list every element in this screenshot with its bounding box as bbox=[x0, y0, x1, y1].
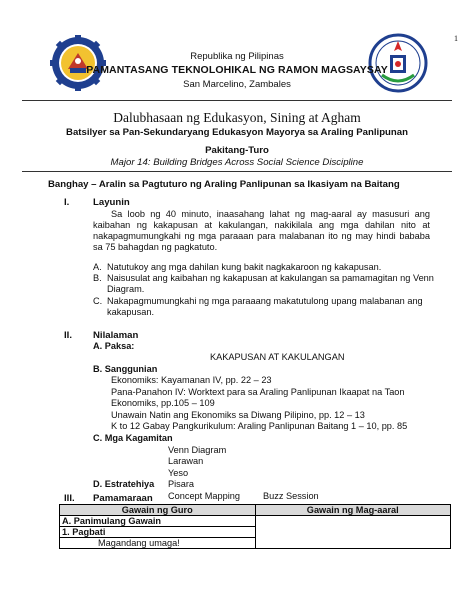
sanggunian-item: Ekonomiks, pp.105 – 109 bbox=[111, 398, 215, 408]
section-3-numeral: III. bbox=[64, 493, 75, 504]
sanggunian-label: B. Sanggunian bbox=[93, 364, 158, 374]
table-row bbox=[60, 516, 451, 527]
kagamitan-item: Venn Diagram bbox=[168, 445, 227, 455]
estratehiya-item: Concept Mapping bbox=[168, 491, 241, 501]
title-divider bbox=[22, 171, 452, 172]
pamamaraan-table bbox=[59, 504, 451, 549]
republic-line: Republika ng Pilipinas bbox=[190, 51, 284, 62]
table-cell: Magandang umaga! bbox=[60, 538, 256, 549]
table-header: Gawain ng Guro bbox=[60, 505, 256, 516]
estratehiya-item: Buzz Session bbox=[263, 491, 319, 501]
objective-label: B. bbox=[93, 273, 102, 283]
table-header: Gawain ng Mag-aaral bbox=[255, 505, 451, 516]
table-header-row bbox=[60, 505, 451, 516]
objective-text: Natutukoy ang mga dahilan kung bakit nagkakaroon ng kakapusan. bbox=[107, 262, 382, 272]
kagamitan-label: C. Mga Kagamitan bbox=[93, 433, 173, 443]
program-name: Batsilyer sa Pan-Sekundaryang Edukasyon Mayorya sa Araling Panlipunan bbox=[66, 127, 408, 138]
paksa-label: A. Paksa: bbox=[93, 341, 135, 351]
section-1-numeral: I. bbox=[64, 197, 70, 208]
header-divider bbox=[22, 100, 452, 101]
kagamitan-item: Pisara bbox=[168, 479, 195, 489]
objective-label: C. bbox=[93, 296, 103, 306]
section-3-title: Pamamaraan bbox=[93, 493, 153, 504]
page-number: 1 bbox=[454, 34, 458, 43]
table-cell: A. Panimulang Gawain bbox=[60, 516, 256, 527]
table-cell: 1. Pagbati bbox=[60, 527, 256, 538]
layunin-paragraph: Sa loob ng 40 minuto, inaasahang lahat ng mag-aaral ay masusuri ang kaibahan ng kakapusan at kakulangan, nakikilala ang mga dahilan nito at nakapagmumungkahi ng mga paraaan para malabanan ito ng may hindi bababa sa 75 bahagdan ng pagkatuto. bbox=[93, 209, 430, 252]
kagamitan-item: Yeso bbox=[168, 468, 189, 478]
department-name: Dalubhasaan ng Edukasyon, Sining at Agham bbox=[113, 110, 361, 125]
university-address: San Marcelino, Zambales bbox=[183, 79, 291, 90]
banghay-title: Banghay – Aralin sa Pagtuturo ng Araling Panlipunan sa Ikasiyam na Baitang bbox=[48, 179, 400, 190]
sanggunian-item: Pana-Panahon IV: Worktext para sa Araling Panlipunan Ikaapat na Taon bbox=[111, 387, 405, 397]
sanggunian-item: K to 12 Gabay Pangkurikulum: Araling Panlipunan Baitang 1 – 10, pp. 85 bbox=[111, 421, 408, 431]
table-cell-empty bbox=[255, 516, 451, 549]
objective-label: A. bbox=[93, 262, 102, 272]
estratehiya-label: D. Estratehiya bbox=[93, 479, 155, 489]
objective-text: Naisusulat ang kaibahan ng kakapusan at kakulangan sa pamamagitan ng Venn Diagram. bbox=[107, 273, 434, 294]
paksa-value: KAKAPUSAN AT KAKULANGAN bbox=[210, 352, 345, 362]
kagamitan-item: Larawan bbox=[168, 456, 204, 466]
section-2-numeral: II. bbox=[64, 330, 72, 341]
pakitang-turo-title: Pakitang-Turo bbox=[205, 145, 269, 156]
university-name: PAMANTASANG TEKNOLOHIKAL NG RAMON MAGSAYSAY bbox=[86, 64, 388, 76]
sanggunian-item: Ekonomiks: Kayamanan IV, pp. 22 – 23 bbox=[111, 375, 272, 385]
objective-text: Nakapagmumungkahi ng mga paraaang makatutulong upang malabanan ang kakapusan. bbox=[107, 296, 423, 317]
section-1-title: Layunin bbox=[93, 197, 130, 208]
major-subject: Major 14: Building Bridges Across Social Science Discipline bbox=[110, 157, 364, 168]
section-2-title: Nilalaman bbox=[93, 330, 139, 341]
sanggunian-item: Unawain Natin ang Ekonomiks sa Diwang Pilipino, pp. 12 – 13 bbox=[111, 410, 365, 420]
